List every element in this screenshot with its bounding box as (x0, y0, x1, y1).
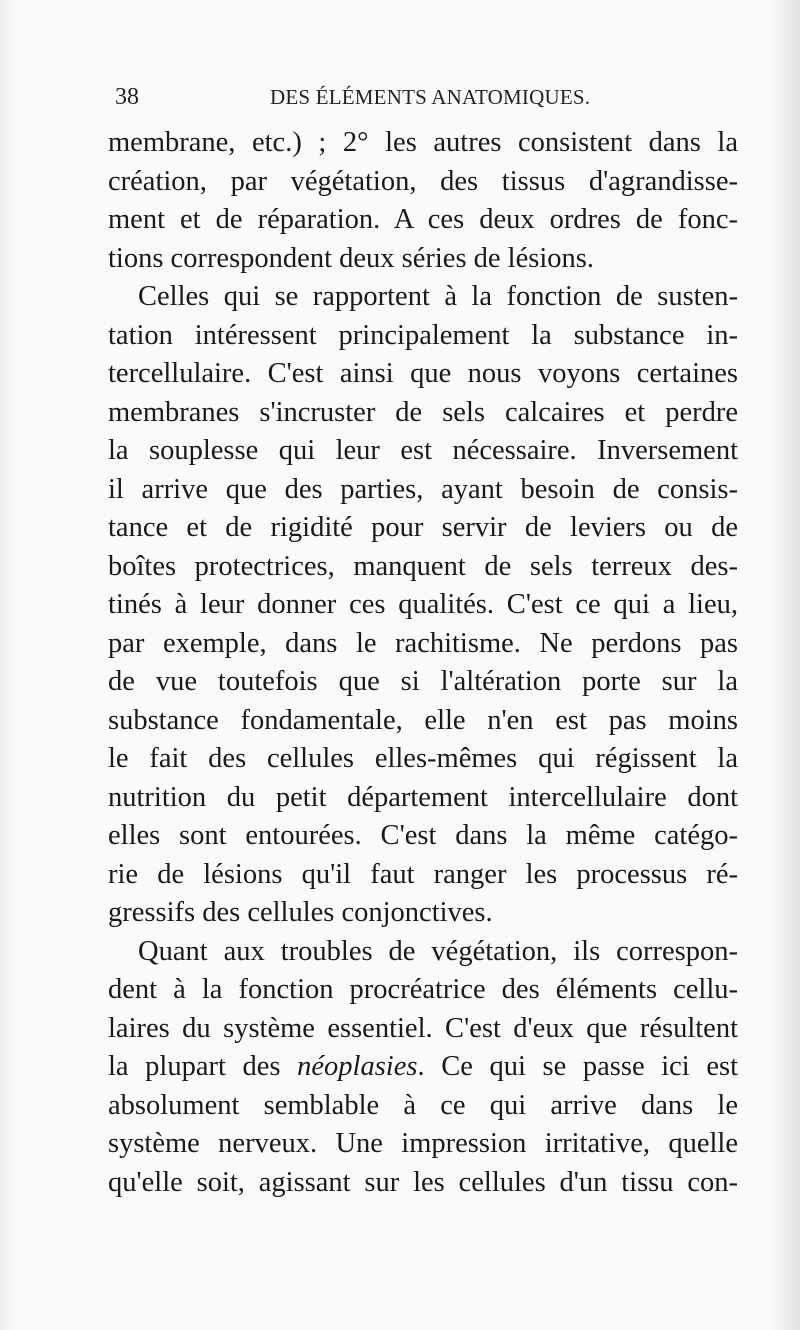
page-edge-shadow-right (772, 0, 800, 1330)
text-segment: la plupart des (108, 1051, 298, 1082)
page-number: 38 (115, 84, 139, 110)
text-line: système nerveux. Une impression irritative, quelle (108, 1128, 738, 1159)
page-edge-shadow-left (0, 0, 14, 1330)
text-line: substance fondamentale, elle n'en est pas moins (108, 704, 738, 736)
italic-term: néoplasies (297, 1051, 418, 1082)
text-line: tinés à leur donner ces qualités. C'est ce qui a lieu, (108, 589, 738, 620)
text-line: il arrive que des parties, ayant besoin de consis- (108, 473, 738, 505)
text-line: création, par végétation, des tissus d'agrandisse- (108, 165, 738, 197)
text-line: nutrition du petit département intercellulaire dont (108, 781, 738, 813)
text-line: tions correspondent deux séries de lésions. (108, 242, 594, 274)
running-title: DES ÉLÉMENTS ANATOMIQUES. (270, 85, 591, 109)
text-line: rie de lésions qu'il faut ranger les processus ré- (108, 858, 738, 890)
running-header (115, 80, 675, 114)
text-line: tance et de rigidité pour servir de leviers ou de (108, 512, 738, 543)
text-line: absolument semblable à ce qui arrive dans le (108, 1089, 738, 1121)
text-line: laires du système essentiel. C'est d'eux que résultent (108, 1012, 738, 1044)
text-line: par exemple, dans le rachitisme. Ne perdons pas (108, 627, 738, 659)
text-line: la souplesse qui leur est nécessaire. Inversement (108, 435, 738, 466)
text-line: qu'elle soit, agissant sur les cellules d'un tissu con- (108, 1166, 738, 1198)
text-line: boîtes protectrices, manquent de sels terreux des- (108, 550, 738, 582)
text-line: ment et de réparation. A ces deux ordres de fonc- (108, 204, 738, 235)
text-line: elles sont entourées. C'est dans la même catégo- (108, 820, 738, 851)
text-segment: . Ce qui se passe ici est (417, 1051, 738, 1082)
text-line: tation intéressent principalement la substance in- (108, 319, 738, 351)
text-line: Quant aux troubles de végétation, ils correspon- (138, 935, 738, 967)
text-line-with-italic (108, 1048, 738, 1087)
text-line: gressifs des cellules conjonctives. (108, 897, 493, 928)
text-line: membranes s'incruster de sels calcaires et perdre (108, 396, 738, 428)
text-line: de vue toutefois que si l'altération porte sur la (108, 666, 738, 697)
text-line: le fait des cellules elles-mêmes qui régissent la (108, 743, 738, 774)
text-line: dent à la fonction procréatrice des éléments cellu- (108, 974, 738, 1005)
text-line: membrane, etc.) ; 2° les autres consistent dans la (108, 127, 738, 158)
body-text (108, 124, 738, 1202)
text-line: tercellulaire. C'est ainsi que nous voyons certaines (108, 358, 738, 389)
text-line: Celles qui se rapportent à la fonction de susten- (138, 281, 738, 312)
